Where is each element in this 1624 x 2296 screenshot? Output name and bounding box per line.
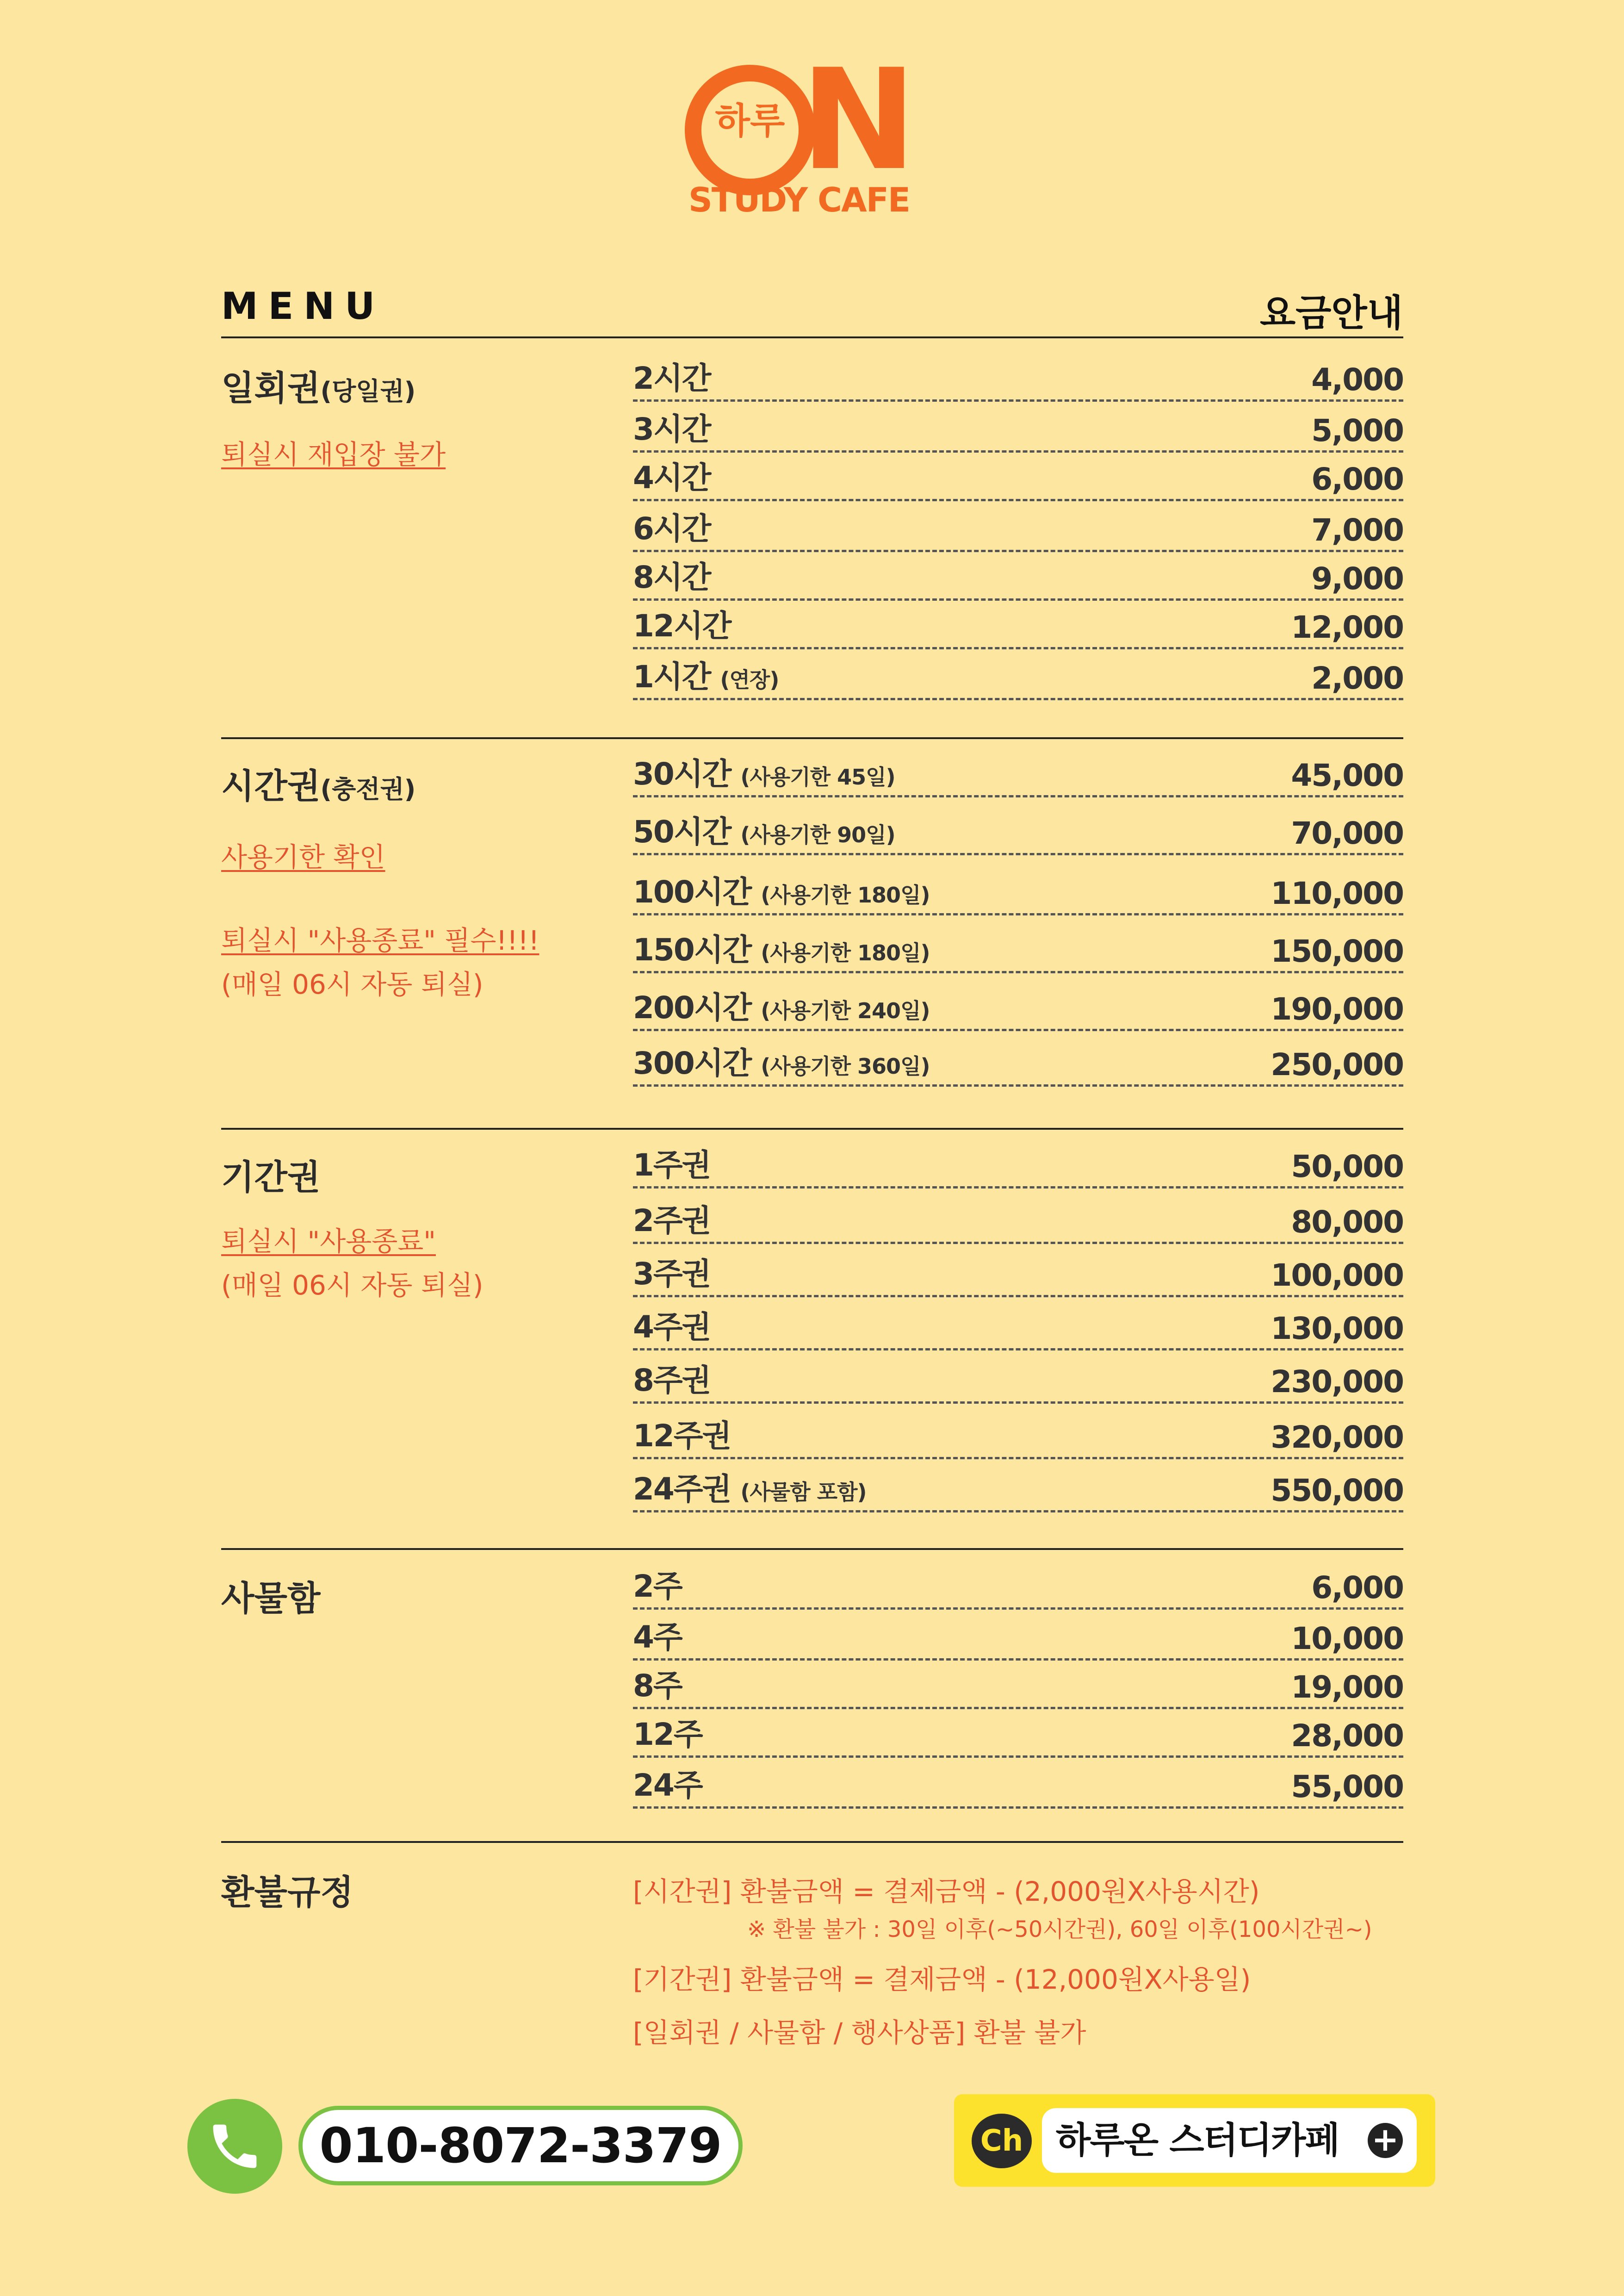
- item-note: (사용기한 180일): [761, 940, 930, 965]
- price-row: [633, 1148, 1403, 1188]
- price-row: [633, 990, 1403, 1031]
- item-price: 12,000: [1291, 610, 1403, 645]
- item-name: 24주: [633, 1767, 702, 1803]
- item-price: 6,000: [1311, 1570, 1403, 1605]
- item-name: 4주권: [633, 1309, 711, 1345]
- time-note-3: (매일 06시 자동 퇴실): [221, 969, 483, 1000]
- price-row: [633, 609, 1403, 649]
- kakao-channel-button[interactable]: [954, 2094, 1435, 2187]
- item-price: 9,000: [1311, 561, 1403, 597]
- price-row: [633, 1419, 1403, 1459]
- kakao-channel-pill[interactable]: [1042, 2108, 1417, 2173]
- period-note-2: (매일 06시 자동 퇴실): [221, 1269, 483, 1301]
- kakao-channel-icon: Ch: [972, 2114, 1032, 2168]
- price-row-label: [633, 749, 895, 793]
- section-divider: [221, 1548, 1403, 1550]
- item-price: 50,000: [1291, 1149, 1403, 1184]
- item-name: 50시간: [633, 814, 731, 850]
- item-name: 3시간: [633, 411, 711, 447]
- daily-title-sub: (당일권): [320, 377, 416, 406]
- price-row-label: [633, 807, 895, 851]
- item-note: (연장): [720, 667, 779, 692]
- price-row-label: [633, 983, 930, 1027]
- time-note-1: [221, 835, 385, 874]
- item-price: 7,000: [1311, 512, 1403, 548]
- price-row: [633, 460, 1403, 501]
- logo-letter: N: [800, 39, 917, 201]
- price-row: [633, 815, 1403, 855]
- item-name: 1시간: [633, 659, 711, 695]
- item-name: 6시간: [633, 511, 711, 547]
- price-row-label: [633, 1710, 702, 1754]
- daily-note: [221, 433, 446, 472]
- price-row: [633, 1717, 1403, 1758]
- item-name: 30시간: [633, 756, 731, 792]
- price-row-label: [633, 601, 731, 645]
- period-section-title: 기간권: [221, 1157, 321, 1197]
- item-name: 12주: [633, 1717, 702, 1752]
- item-name: 4주: [633, 1619, 682, 1655]
- refund-exception-note: ※ 환불 불가 : 30일 이후(~50시간권), 60일 이후(100시간권~): [747, 1916, 1372, 1942]
- item-price: 100,000: [1271, 1257, 1403, 1293]
- item-price: 2,000: [1311, 660, 1403, 696]
- item-price: 10,000: [1291, 1621, 1403, 1656]
- time-note-1-text: 사용기한 확인: [221, 841, 385, 873]
- price-row-label: [633, 1196, 710, 1240]
- price-row-label: [633, 453, 710, 497]
- item-price: 55,000: [1291, 1769, 1403, 1804]
- phone-number[interactable]: 010-8072-3379: [319, 2117, 722, 2174]
- logo: [685, 39, 917, 231]
- refund-line-time: [시간권] 환불금액 = 결제금액 - (2,000원X사용시간): [633, 1876, 1260, 1907]
- price-row-label: [633, 1140, 710, 1184]
- price-row: [633, 1257, 1403, 1297]
- price-row: [633, 511, 1403, 552]
- item-price: 19,000: [1291, 1669, 1403, 1705]
- item-price: 70,000: [1291, 815, 1403, 851]
- time-title-sub: (충전권): [320, 775, 416, 804]
- phone-number-box[interactable]: [298, 2106, 743, 2185]
- section-divider: [221, 737, 1403, 739]
- price-row-label: [633, 504, 710, 548]
- item-name: 8시간: [633, 560, 711, 595]
- price-row: [633, 1310, 1403, 1350]
- logo-subtitle: STUDY CAFE: [688, 180, 910, 219]
- price-row: [633, 1203, 1403, 1244]
- price-row-label: [633, 652, 779, 696]
- item-name: 150시간: [633, 932, 751, 968]
- price-row: [633, 412, 1403, 453]
- time-section-title: [221, 759, 415, 808]
- price-row-label: [633, 404, 710, 448]
- item-name: 24주권: [633, 1471, 731, 1507]
- item-price: 320,000: [1271, 1419, 1403, 1455]
- price-row-label: [633, 553, 710, 597]
- item-note: (사용기한 240일): [761, 998, 930, 1023]
- item-price: 250,000: [1271, 1047, 1403, 1083]
- item-price: 5,000: [1311, 413, 1403, 448]
- time-title: 시간권: [221, 766, 321, 806]
- price-row: [633, 1472, 1403, 1512]
- item-note: (사용기한 90일): [740, 822, 895, 847]
- price-row-label: [633, 1661, 682, 1705]
- item-name: 200시간: [633, 990, 751, 1026]
- logo-korean: 하루: [715, 100, 785, 142]
- section-divider: [221, 1128, 1403, 1130]
- price-row-label: [633, 867, 930, 911]
- price-row: [633, 560, 1403, 601]
- price-row-label: [633, 1249, 710, 1293]
- menu-heading: MENU: [221, 285, 385, 328]
- price-row-label: [633, 354, 710, 398]
- price-row: [633, 361, 1403, 402]
- price-row: [633, 933, 1403, 973]
- item-name: 12주권: [633, 1418, 731, 1454]
- item-note: (사물함 포함): [740, 1480, 867, 1505]
- refund-section-title: 환불규정: [221, 1873, 353, 1912]
- price-row: [633, 1363, 1403, 1404]
- price-row-label: [633, 1302, 710, 1346]
- price-row-label: [633, 1411, 731, 1455]
- item-price: 28,000: [1291, 1718, 1403, 1754]
- item-name: 100시간: [633, 874, 751, 910]
- item-name: 8주권: [633, 1363, 711, 1398]
- price-row: [633, 1768, 1403, 1809]
- price-row: [633, 660, 1403, 700]
- time-note-2: [221, 919, 539, 958]
- price-row: [633, 1569, 1403, 1610]
- phone-handset-icon: [206, 2117, 264, 2175]
- item-price: 550,000: [1271, 1473, 1403, 1508]
- price-row-label: [633, 1356, 710, 1400]
- price-row-label: [633, 1464, 867, 1508]
- price-row-label: [633, 1612, 682, 1656]
- item-price: 190,000: [1271, 991, 1403, 1027]
- period-note-1-text: 퇴실시 "사용종료": [221, 1226, 436, 1257]
- header-divider: [221, 336, 1403, 338]
- plus-icon[interactable]: +: [1368, 2123, 1403, 2158]
- price-row-label: [633, 1039, 930, 1083]
- locker-section-title: 사물함: [221, 1579, 321, 1618]
- period-note-1: [221, 1220, 436, 1258]
- item-price: 4,000: [1311, 362, 1403, 398]
- item-name: 12시간: [633, 608, 731, 644]
- daily-title: 일회권: [221, 368, 321, 408]
- price-row: [633, 1620, 1403, 1661]
- price-row: [633, 757, 1403, 797]
- item-name: 2주권: [633, 1203, 711, 1238]
- price-guide-heading: 요금안내: [1259, 292, 1403, 335]
- kakao-channel-name: 하루온 스터디카페: [1056, 2120, 1339, 2161]
- item-price: 80,000: [1291, 1204, 1403, 1240]
- item-note: (사용기한 45일): [740, 765, 895, 790]
- price-row: [633, 1668, 1403, 1709]
- item-name: 3주권: [633, 1256, 711, 1292]
- item-price: 6,000: [1311, 461, 1403, 497]
- price-row: [633, 875, 1403, 915]
- item-price: 110,000: [1271, 876, 1403, 911]
- refund-line-period: [기간권] 환불금액 = 결제금액 - (12,000원X사용일): [633, 1964, 1251, 1995]
- price-row-label: [633, 925, 930, 969]
- item-price: 45,000: [1291, 758, 1403, 793]
- item-name: 300시간: [633, 1045, 751, 1081]
- price-row: [633, 1046, 1403, 1087]
- item-name: 1주권: [633, 1147, 711, 1183]
- item-note: (사용기한 180일): [761, 883, 930, 908]
- item-price: 230,000: [1271, 1364, 1403, 1400]
- time-note-2-text: 퇴실시 "사용종료" 필수!!!!: [221, 925, 539, 956]
- item-name: 2시간: [633, 361, 711, 396]
- item-price: 150,000: [1271, 933, 1403, 969]
- section-divider: [221, 1841, 1403, 1843]
- price-row-label: [633, 1761, 702, 1804]
- item-name: 4시간: [633, 460, 711, 496]
- phone-icon[interactable]: [187, 2099, 282, 2194]
- item-price: 130,000: [1271, 1311, 1403, 1346]
- item-name: 8주: [633, 1668, 682, 1704]
- daily-note-text: 퇴실시 재입장 불가: [221, 439, 446, 470]
- refund-line-no-refund: [일회권 / 사물함 / 행사상품] 환불 불가: [633, 2017, 1086, 2048]
- daily-section-title: [221, 361, 415, 410]
- item-name: 2주: [633, 1568, 682, 1604]
- price-row-label: [633, 1562, 682, 1605]
- item-note: (사용기한 360일): [761, 1054, 930, 1079]
